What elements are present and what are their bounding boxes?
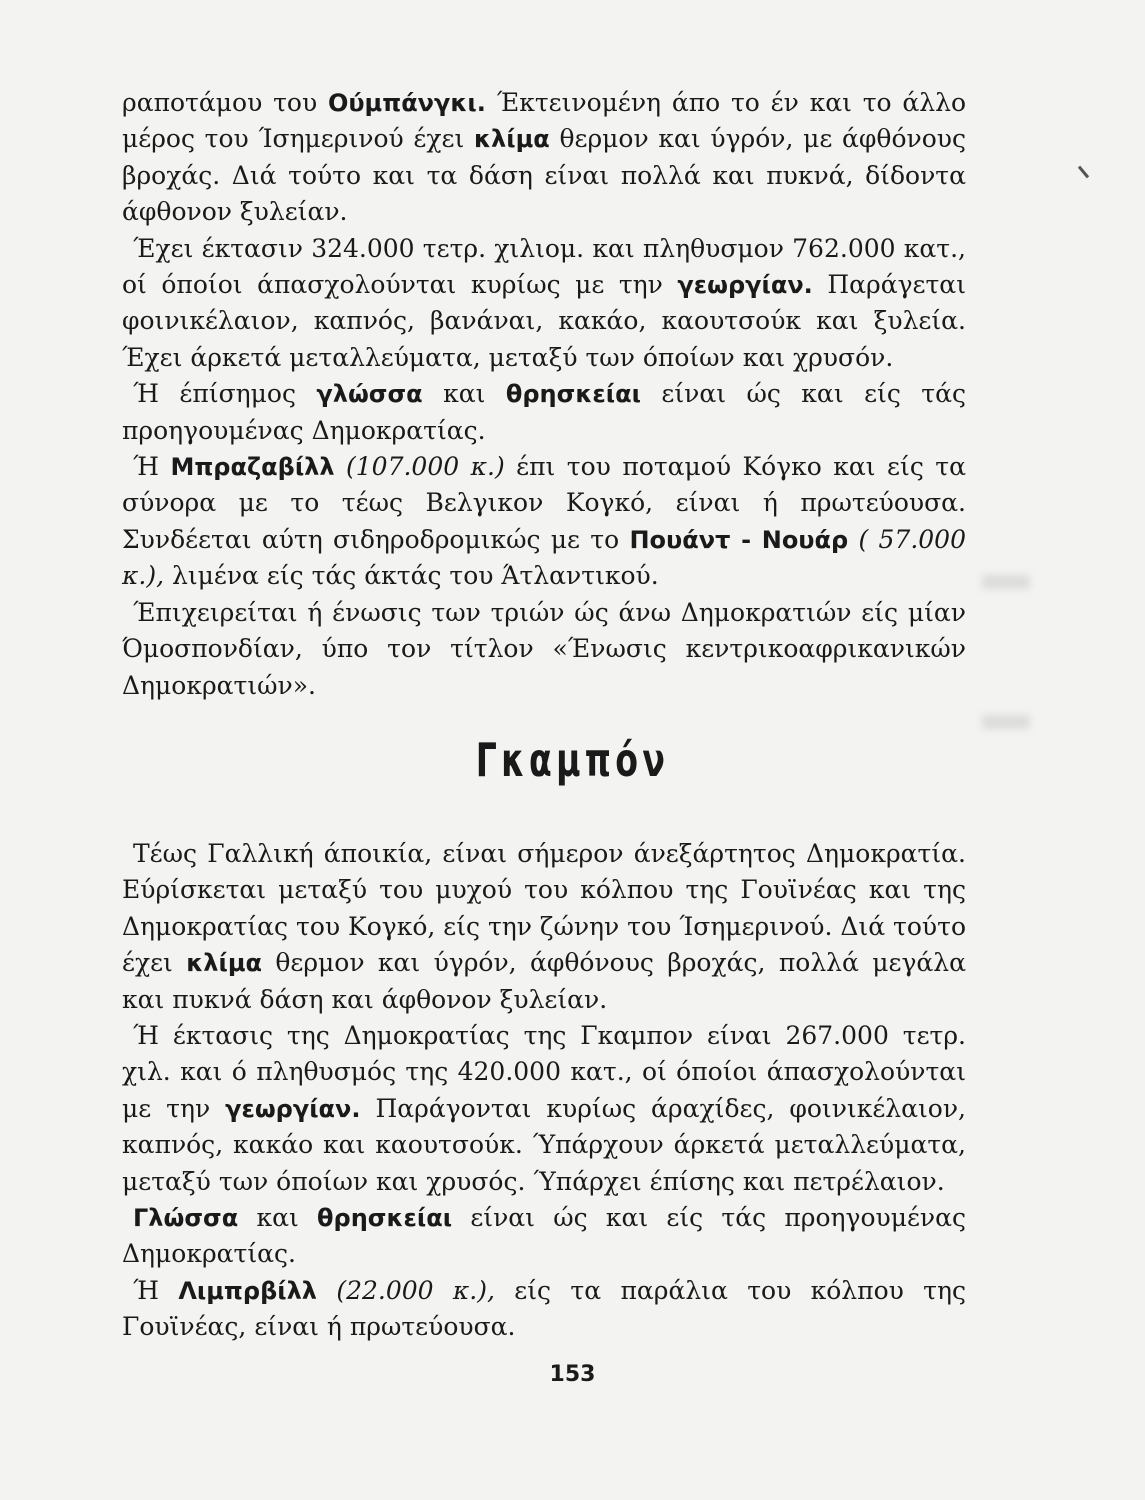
bleed-through-shadow xyxy=(982,575,1030,589)
paragraph-language-religion: Ή έπίσημος γλώσσα και θρησκείαι είναι ώς και είς τάς προηγουμένας Δημοκρατίας. xyxy=(122,379,966,445)
scan-speck xyxy=(1078,166,1089,179)
paragraph-federation: Έπιχειρείται ή ένωσις των τριών ώς άνω Δημοκρατιών είς μίαν Όμοσπονδίαν, ύπο τον τίτλον «Ένωσις κεντρικοαφρικανικών Δημοκρατιών». xyxy=(122,597,966,700)
section-2-text xyxy=(122,836,966,1346)
page-number: 153 xyxy=(549,1362,596,1387)
paragraph-libreville: Ή Λιμπρβίλλ (22.000 κ.), είς τα παράλια του κόλπου της Γουϊνέας, είναι ή πρωτεύουσα. xyxy=(122,1275,966,1342)
bleed-through-shadow xyxy=(982,715,1030,729)
paragraph-gabon-intro: Τέως Γαλλική άποικία, είναι σήμερον άνεξάρτητος Δημοκρατία. Εύρίσκεται μεταξύ του μυχού του κόλπου της Γουϊνέας και της Δημοκρατίας του Κογκό, είς την ζώνην του Ίσημερινού. Διά τούτο έχει κλίμα θερμον και ύγρόν, άφθόνους βροχάς, πολλά μεγάλα και πυκνά δάση και άφθονον ξυλείαν. xyxy=(122,839,966,1014)
section-heading-gabon: Γκαμπόν xyxy=(475,733,670,787)
paragraph-gabon-area: Ή έκτασις της Δημοκρατίας της Γκαμπον είναι 267.000 τετρ. χιλ. και ό πληθυσμός της 420.000 κατ., οί όποίοι άπασχολούνται με την γεωργίαν. Παράγονται κυρίως άραχίδες, φοινικέλαιον, καπνός, κακάο και καουτσούκ. Ύπάρχουν άρκετά μεταλλεύματα, μεταξύ των όποίων και χρυσός. Ύπάρχει έπίσης και πετρέλαιον. xyxy=(122,1021,966,1196)
section-1-text xyxy=(122,85,966,704)
paragraph-gabon-language: Γλώσσα και θρησκείαι είναι ώς και είς τάς προηγουμένας Δημοκρατίας. xyxy=(122,1203,966,1269)
paragraph-brazzaville: Ή Μπραζαβίλλ (107.000 κ.) έπι του ποταμού Κόγκο και είς τα σύνορα με το τέως Βελγικον Κογκό, είναι ή πρωτεύουσα. Συνδέεται αύτη σιδηροδρομικώς με το Πουάντ - Νουάρ ( 57.000 κ.), λιμένα είς τάς άκτάς του Άτλαντικού. xyxy=(122,452,966,591)
paragraph-ubangi-climate: ραποτάμου του Ούμπάνγκι. Έκτεινομένη άπο το έν και το άλλο μέρος του Ίσημερινού έχει κλίμα θερμον και ύγρόν, με άφθόνους βροχάς. Διά τούτο και τα δάση είναι πολλά και πυκνά, δίδοντα άφθονον ξυλείαν. xyxy=(122,88,966,227)
paragraph-area-population: Έχει έκτασιν 324.000 τετρ. χιλιομ. και πληθυσμον 762.000 κατ., οί όποίοι άπασχολούνται κυρίως με την γεωργίαν. Παράγεται φοινικέλαιον, καπνός, βανάναι, κακάο, καουτσούκ και ξυλεία. Έχει άρκετά μεταλλεύματα, μεταξύ των όποίων και χρυσόν. xyxy=(122,233,966,372)
